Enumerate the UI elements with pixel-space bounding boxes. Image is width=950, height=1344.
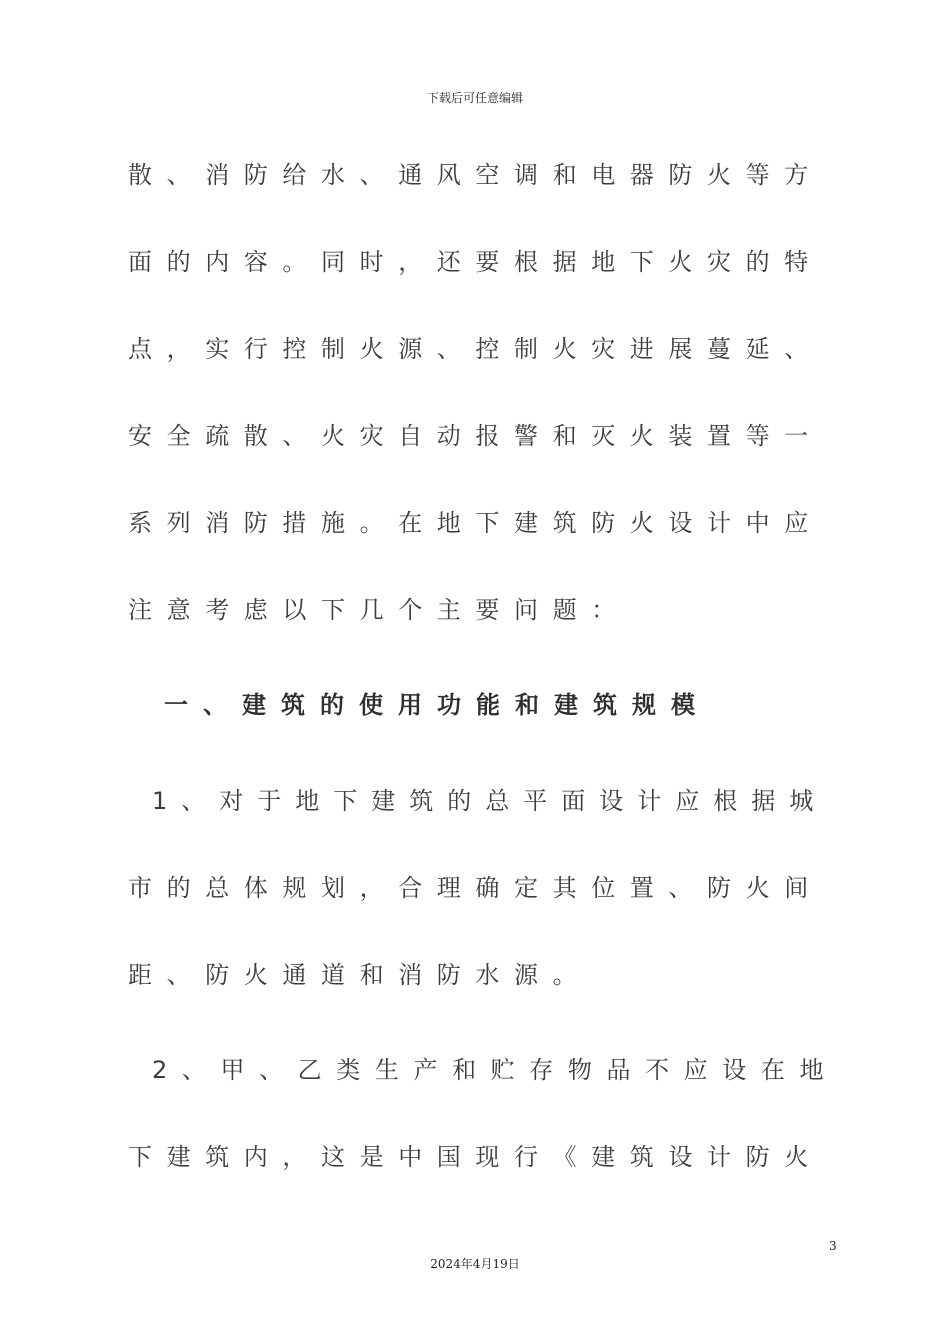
body-line-4: 安全疏散、火灾自动报警和灭火装置等一 — [128, 422, 823, 450]
para2-line-2: 下建筑内，这是中国现行《建筑设计防火 — [128, 1143, 823, 1171]
para1-line-3: 距、防火通道和消防水源。 — [128, 961, 592, 989]
body-line-6: 注意考虑以下几个主要问题： — [128, 596, 630, 624]
body-line-3: 点，实行控制火源、控制火灾进展蔓延、 — [128, 335, 823, 363]
para1-line-2: 市的总体规划，合理确定其位置、防火间 — [128, 874, 823, 902]
para2-line-1: 2、甲、乙类生产和贮存物品不应设在地 — [152, 1056, 839, 1084]
para1-line-1: 1、对于地下建筑的总平面设计应根据城 — [152, 787, 828, 815]
body-line-1: 散、消防给水、通风空调和电器防火等方 — [128, 161, 823, 189]
section-heading: 一、建筑的使用功能和建筑规模 — [164, 691, 710, 719]
footer-date: 2024年4月19日 — [430, 1257, 520, 1271]
body-line-5: 系列消防措施。在地下建筑防火设计中应 — [128, 509, 823, 537]
page-header: 下载后可任意编辑 — [426, 91, 523, 105]
body-line-2: 面的内容。同时，还要根据地下火灾的特 — [128, 248, 823, 276]
page-number: 3 — [829, 1239, 837, 1253]
